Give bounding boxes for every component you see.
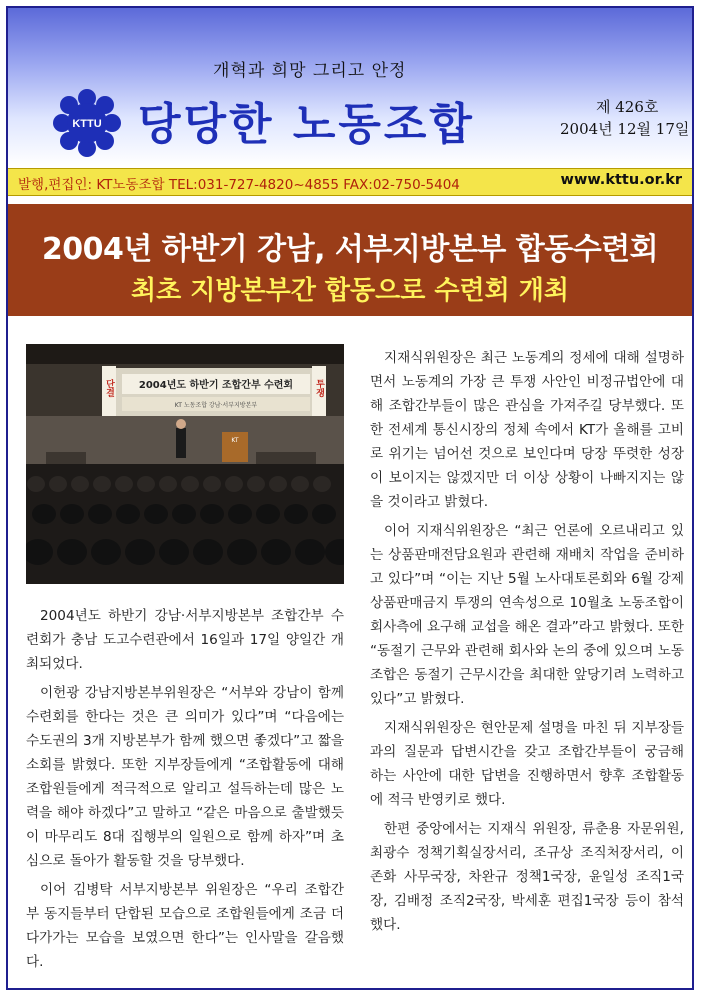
- page-frame: [6, 6, 694, 990]
- seminar-photo: [26, 344, 344, 584]
- left-paragraph-1: 2004년도 하반기 강남·서부지방본부 조합간부 수련회가 충남 도고수련관에서 16일과 17일 양일간 개최되었다.: [26, 608, 344, 672]
- masthead: [8, 8, 692, 166]
- publisher-bar: [8, 168, 692, 196]
- headline-box: [8, 204, 692, 316]
- publisher-info: 발행,편집인: KT노동조합 TEL:031-727-4820~4855 FAX:02-750-5404: [18, 177, 460, 193]
- left-paragraph-3: 이어 김병탁 서부지방본부 위원장은 “우리 조합간부 동지들부터 단합된 모습으로 조합원들에게 조금 더 다가가는 모습을 보였으면 한다”는 인사말을 갈음했다.: [26, 882, 344, 970]
- right-paragraph-3: 지재식위원장은 현안문제 설명을 마친 뒤 지부장들과의 질문과 답변시간을 갖고 조합간부들이 궁금해 하는 사안에 대한 답변을 진행하면서 향후 조합활동에 적극 반영키로 했다.: [370, 720, 684, 808]
- photo-banner-title: 2004년도 하반기 조합간부 수련회: [138, 380, 294, 391]
- issue-number: 제 426호: [596, 98, 659, 116]
- photo-podium-logo: KT: [231, 437, 239, 444]
- subheadline: 최초 지방본부간 합동으로 수련회 개최: [130, 276, 570, 306]
- photo-right-banner: 투쟁: [314, 379, 324, 397]
- right-column: [370, 346, 684, 942]
- issue-date: 2004년 12월 17일: [560, 120, 690, 138]
- headline: 2004년 하반기 강남, 서부지방본부 합동수련회: [41, 232, 659, 267]
- slogan: 개혁과 희망 그리고 안정: [213, 61, 407, 81]
- website-link[interactable]: www.kttu.or.kr: [560, 172, 682, 188]
- right-paragraph-1: 지재식위원장은 최근 노동계의 정세에 대해 설명하면서 노동계의 가장 큰 투쟁 사안인 비정규법안에 대해 조합간부들이 많은 관심을 가져주길 당부했다. 또한 전세계 통신시장의 정체 속에서 KT가 올해를 고비로 위기는 넘어선 것으로 보인다며 당장 뚜렷한 성장이 보이지는 않겠지만 더 이상 상황이 나빠지지는 않을 것이라고 밝혔다.: [370, 350, 684, 510]
- photo-banner-subtitle: KT 노동조합 강남·서부지방본부: [174, 402, 258, 409]
- kttu-logo: [52, 88, 122, 158]
- left-column: [26, 604, 344, 979]
- left-paragraph-2: 이헌광 강남지방본부위원장은 “서부와 강남이 함께 수련회를 한다는 것은 큰 의미가 있다”며 “다음에는 수도권의 3개 지방본부가 함께 했으면 좋겠다”고 짧을 소회를 밝혔다. 또한 지부장들에게 “조합활동에 대해 조합원들에게 적극적으로 알리고 설득하는데 많은 노력을 해야 하겠다”고 말하고 “같은 마음으로 출발했듯이 마무리도 8대 집행부의 일원으로 함께 하자”며 초심으로 돌아가 활동할 것을 당부했다.: [26, 685, 344, 869]
- logo-text: KTTU: [72, 118, 102, 130]
- right-paragraph-2: 이어 지재식위원장은 “최근 언론에 오르내리고 있는 상품판매전담요원과 관련해 재배치 작업을 준비하고 있다”며 “이는 지난 5월 노사대토론회와 6월 강제상품판매금지 투쟁의 연속성으로 10월초 노동조합이 회사측에 요구해 교섭을 해온 결과”라고 밝혔다. 또한 “동절기 근무와 관련해 회사와 논의 중에 있으며 노동조합은 동절기 근무시간을 최대한 앞당기려 노력하고 있다”고 밝혔다.: [370, 523, 684, 707]
- newspaper-title: 당당한 노동조합: [138, 99, 475, 150]
- right-paragraph-4: 한편 중앙에서는 지재식 위원장, 류춘용 자문위원, 최광수 정책기획실장서리, 조규상 조직처장서리, 이존화 사무국장, 차완규 정책1국장, 윤일성 조직1국장, 김배정 조직2국장, 박세훈 편집1국장 등이 참석했다.: [370, 821, 684, 933]
- photo-left-banner: 단결: [104, 379, 114, 397]
